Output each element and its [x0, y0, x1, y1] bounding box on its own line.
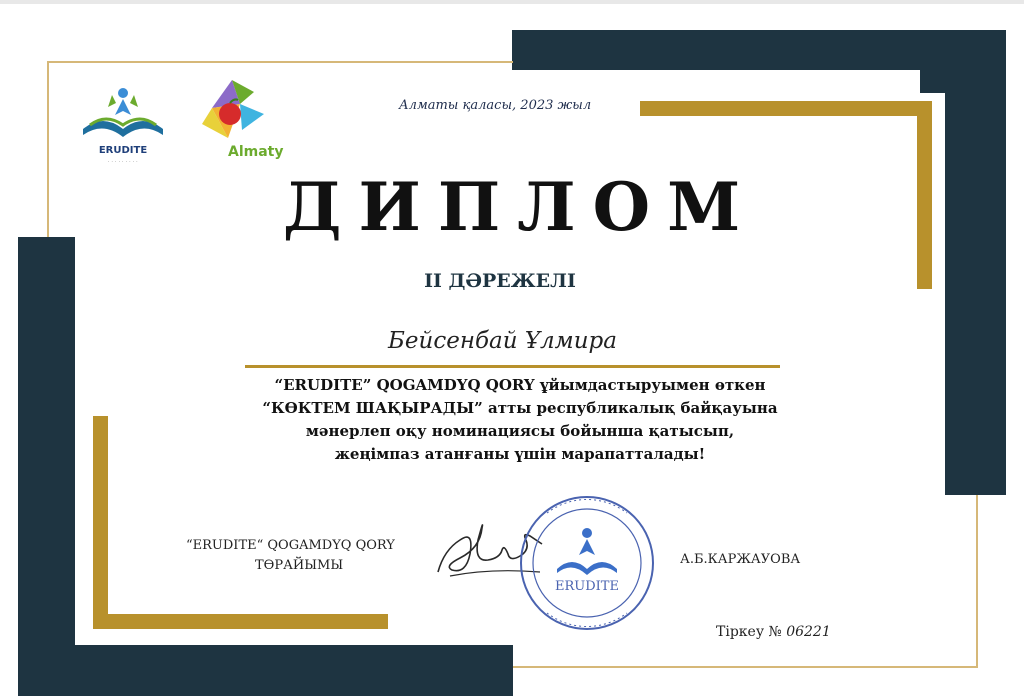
erudite-logo-subcaption: · · · · · · · · · — [107, 159, 139, 164]
registration-number: 06221 — [786, 624, 831, 640]
recipient-underline — [245, 365, 780, 368]
frame-dark-left-bar — [18, 237, 75, 696]
award-text-line: жеңімпаз атанғаны үшін марапатталады! — [334, 445, 706, 463]
frame-thin-outline-right — [976, 495, 978, 667]
almaty-logo-caption: Almaty — [228, 144, 284, 160]
frame-dark-bottom-left — [18, 645, 513, 696]
frame-thin-outline-left — [47, 61, 49, 237]
signer-name: А.Б.КАРЖАУОВА — [680, 552, 801, 567]
organization-name: “ERUDITE“ QOGAMDYQ QORY — [186, 538, 395, 553]
city-year: Алматы қаласы, 2023 жыл — [398, 98, 592, 113]
frame-gold-top — [640, 101, 932, 116]
erudite-logo — [78, 85, 168, 170]
organization-stamp — [517, 493, 657, 633]
recipient-name: Бейсенбай Ұлмира — [388, 328, 617, 354]
frame-gold-right — [917, 101, 932, 289]
registration — [716, 624, 831, 640]
diploma-degree: II ДӘРЕЖЕЛІ — [424, 270, 576, 292]
frame-thin-outline-bottom — [513, 666, 978, 668]
almaty-logo — [192, 78, 302, 168]
award-text-line: “КӨКТЕМ ШАҚЫРАДЫ” атты республикалық байқауына — [262, 399, 778, 417]
award-text-line: “ERUDITE” QOGAMDYQ QORY ұйымдастыруымен өткен — [274, 376, 766, 394]
frame-dark-right-bar — [945, 30, 1006, 495]
stamp-text: ERUDITE — [555, 579, 619, 594]
award-text — [175, 374, 865, 466]
registration-label: Тіркеу № — [716, 624, 782, 640]
organization-role: ТӨРАЙЫМЫ — [255, 558, 344, 573]
award-text-line: мәнерлеп оқу номинациясы бойынша қатысып, — [305, 422, 735, 440]
diploma-title: ДИПЛОМ — [282, 168, 758, 246]
frame-thin-outline-top — [47, 61, 513, 63]
frame-gold-bottom — [93, 614, 388, 629]
top-divider — [0, 0, 1024, 4]
frame-gold-left — [93, 416, 108, 629]
erudite-logo-caption: ERUDITE — [98, 145, 148, 156]
